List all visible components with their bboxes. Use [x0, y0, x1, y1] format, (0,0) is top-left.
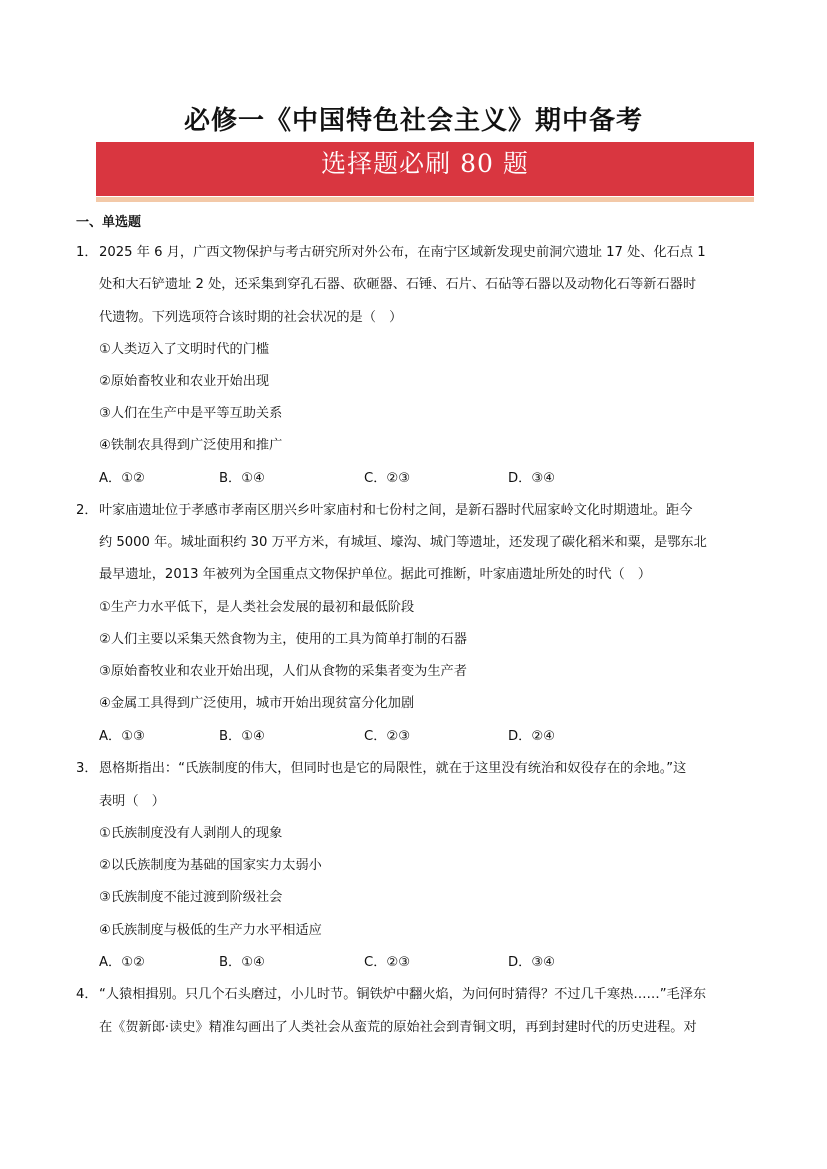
question-text-line: 约 5000 年。城址面积约 30 万平方米，有城垣、壕沟、城门等遗址，还发现了碳化稻米和粟，是鄂东北	[99, 535, 707, 550]
question-number: 2．	[76, 503, 98, 518]
question-number: 4．	[76, 987, 98, 1002]
question-text-line: 在《贺新郎·读史》精准勾画出了人类社会从蛮荒的原始社会到青铜文明，再到封建时代的历史进程。对	[99, 1020, 697, 1035]
question-text-line: 处和大石铲遗址 2 处，还采集到穿孔石器、砍砸器、石锤、石片、石砧等石器以及动物化石等新石器时	[99, 277, 697, 292]
statement-item: ②以氏族制度为基础的国家实力太弱小	[99, 858, 322, 873]
question-number: 3．	[76, 761, 98, 776]
answer-choice-b: B．①④	[219, 729, 265, 744]
answer-choice-c: C．②③	[364, 729, 411, 744]
answer-choice-a: A．①②	[99, 471, 145, 486]
statement-item: ①人类迈入了文明时代的门槛	[99, 342, 270, 357]
page-title: 必修一《中国特色社会主义》期中备考	[183, 106, 643, 136]
section-heading: 一、单选题	[76, 215, 142, 230]
statement-item: ④铁制农具得到广泛使用和推广	[99, 438, 283, 453]
answer-choice-a: A．①②	[99, 955, 145, 970]
statement-item: ④氏族制度与极低的生产力水平相适应	[99, 923, 322, 938]
statement-item: ④金属工具得到广泛使用，城市开始出现贫富分化加剧	[99, 696, 415, 711]
answer-choice-d: D．③④	[508, 471, 555, 486]
answer-choice-c: C．②③	[364, 955, 411, 970]
statement-item: ②原始畜牧业和农业开始出现	[99, 374, 270, 389]
question-text-line: 2025 年 6 月，广西文物保护与考古研究所对外公布，在南宁区域新发现史前洞穴遗址 17 处、化石点 1	[99, 245, 706, 260]
question-text-line: 叶家庙遗址位于孝感市孝南区朋兴乡叶家庙村和七份村之间，是新石器时代屈家岭文化时期遗址。距今	[99, 503, 693, 518]
question-number: 1．	[76, 245, 98, 260]
statement-item: ②人们主要以采集天然食物为主，使用的工具为简单打制的石器	[99, 632, 467, 647]
answer-choice-d: D．②④	[508, 729, 555, 744]
statement-item: ③人们在生产中是平等互助关系	[99, 406, 283, 421]
answer-choice-c: C．②③	[364, 471, 411, 486]
statement-item: ③氏族制度不能过渡到阶级社会	[99, 890, 283, 905]
banner-subtitle: 选择题必刷 80 题	[321, 149, 529, 178]
banner-underline	[96, 197, 754, 202]
question-text-line: “人猿相揖别。只几个石头磨过，小儿时节。铜铁炉中翻火焰，为问何时猜得？不过几千寒热……”毛泽东	[99, 987, 707, 1002]
statement-item: ①氏族制度没有人剥削人的现象	[99, 826, 283, 841]
answer-choice-b: B．①④	[219, 471, 265, 486]
question-text-line: 恩格斯指出：“氏族制度的伟大，但同时也是它的局限性，就在于这里没有统治和奴役存在的余地。”这	[99, 761, 687, 776]
answer-choice-a: A．①③	[99, 729, 145, 744]
statement-item: ③原始畜牧业和农业开始出现，人们从食物的采集者变为生产者	[99, 664, 467, 679]
question-text-line: 表明（ ）	[99, 794, 165, 809]
question-text-line: 代遗物。下列选项符合该时期的社会状况的是（ ）	[99, 310, 403, 325]
statement-item: ①生产力水平低下，是人类社会发展的最初和最低阶段	[99, 600, 415, 615]
answer-choice-b: B．①④	[219, 955, 265, 970]
answer-choice-d: D．③④	[508, 955, 555, 970]
question-text-line: 最早遗址，2013 年被列为全国重点文物保护单位。据此可推断，叶家庙遗址所处的时代（ ）	[99, 567, 652, 582]
